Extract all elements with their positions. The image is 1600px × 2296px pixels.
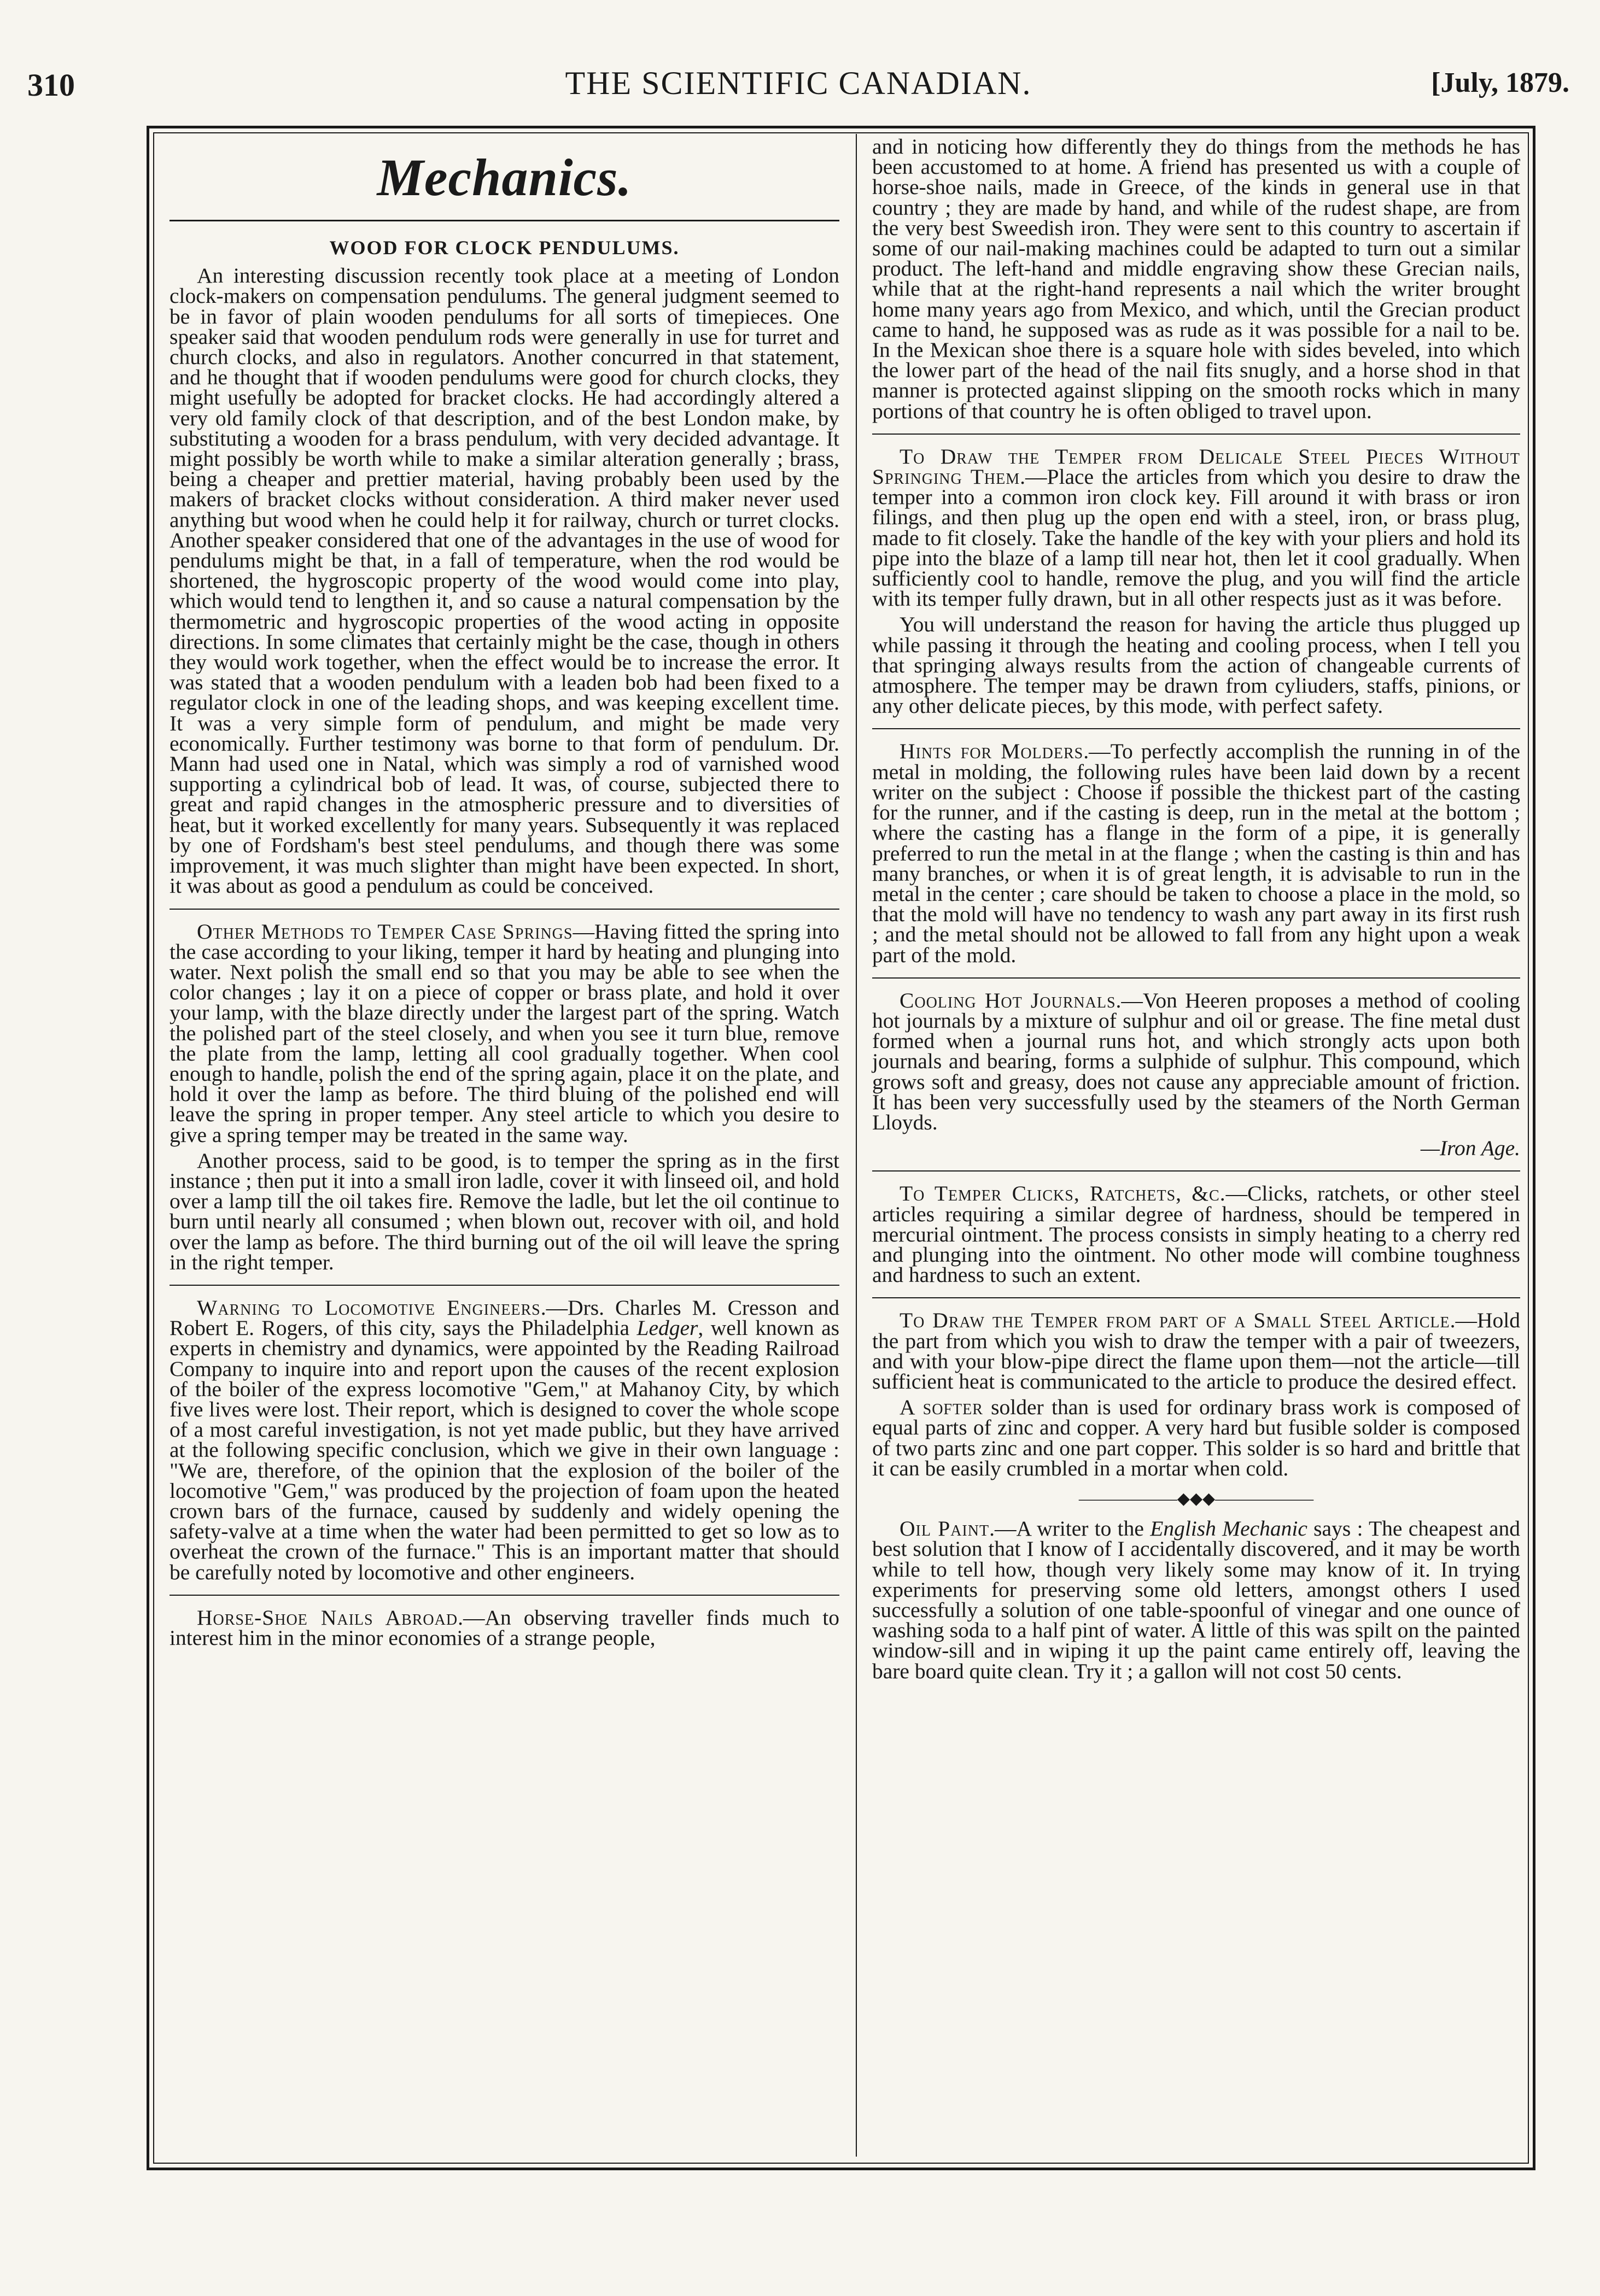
paragraph-text: solder than is used for ordinary brass work is composed of equal parts of zinc and copper. A very hard but fusible solder is composed of two parts zinc and one part copper. This solder is so hard and brittle that it can be easily crumbled in a mortar when cold. [872,1395,1520,1480]
paragraph-oil-paint [872,1516,1520,1683]
paragraph-lede: Cooling Hot Journals [900,988,1116,1012]
paragraph-understand-reason: You will understand the reason for having the article thus plugged up while passing it through the heating and cooling process, when I tell you that springing always results from the action of changeable currents of atmosphere. The temper may be drawn from cyliuders, staffs, pinions, or any other delicate pieces, by this mode, with perfect safety. [872,612,1520,718]
paragraph-cooling-journals [872,988,1520,1134]
divider [872,1297,1520,1298]
paragraph-text: .—Hold the part from which you wish to draw the temper with a pair of tweezers, and with your blow-pipe direct the flame upon them—not the article—till sufficient heat is communicated to the article to produce the desired effect. [872,1308,1520,1393]
article-body-pendulums: An interesting discussion recently took place at a meeting of London clock-makers on compensation pendulums. The general judgment seemed to be in favor of plain wooden pendulums for all sorts of timepieces. One speaker said that wooden pendulum rods were generally in use for turret and church clocks, and also in regulators. Another concurred in that statement, and he thought that if wooden pendulums were good for church clocks, they might usefully be adopted for bracket clocks. He had accordingly altered a very old family clock of that description, and of the best London make, by substituting a wooden for a brass pendulum, with very decided advantage. It might possibly be worth while to make a similar alteration generally ; brass, being a cheaper and prettier material, having probably been used by the makers of bracket clocks without consideration. A third maker never used anything but wood when he could help it for railway, church or turret clocks. Another speaker considered that one of the advantages in the use of wood for pendulums might be that, in a fall of temperature, when the rod would be shortened, the hygroscopic property of the wood would come into play, which would tend to lengthen it, and so cause a natural compensation by the thermometric and hygroscopic properties of the wood acting in opposite directions. In some climates that certainly might be the case, though in others they would work together, when the effect would be to increase the error. It was stated that a wooden pendulum with a leaden bob had been fixed to a regulator clock in one of the leading shops, and was keeping excellent time. It was a very simple form of pendulum, and might be made very economically. Further testimony was borne to that form of pendulum. Dr. Mann had used one in Natal, which was simply a rod of varnished wood supporting a cylindrical bob of lead. It was, of course, subjected there to great and rapid changes in the atmospheric pressure and to diversities of heat, but it worked excellently for many years. Subsequently it was replaced by one of Fordsham's best steel pendulums, and though there was some improvement, it was much slighter than might have been expected. In short, it was about as good a pendulum as could be conceived. [170,263,839,898]
paragraph-lede: Other Methods to Temper Case Springs [197,919,573,944]
source-attribution: —Iron Age. [1420,1136,1520,1161]
column-divider [856,134,857,2157]
paragraph-lede: To Temper Clicks, Ratchets, &c. [900,1181,1226,1206]
section-title: Mechanics. [377,148,632,207]
paragraph-text: .—Place the articles from which you desire to draw the temper into a common iron clock key. Fill around it with brass or iron filings, and then plug up the open end with a steel, iron, or brass plug, made to fit closely. Take the handle of the key with your pliers and hold its pipe into the blaze of a lamp till near hot, then let it cool gradually. When sufficiently cool to handle, remove the plug, and you will find the article with its temper fully drawn, but in all other respects just as it was before. [872,465,1520,611]
page-number: 310 [27,67,75,103]
paragraph-horse-shoe-nails [170,1605,839,1650]
paragraph-lede: To Draw the Temper from Delicale Steel Pieces Without Springing Them [872,444,1520,489]
paragraph-text: .—To perfectly accomplish the running in of the metal in molding, the following rules have been laid down by a recent writer on the subject : Choose if possible the thickest part of the casting for the runner, and if the casting is deep, run in the metal at the bottom ; where the casting has a flange in the form of a pipe, it is generally preferred to run the metal in at the flange ; when the casting is thin and has many branches, or when it is of great length, it is advisable to run in the metal in the center ; care should be taken to choose a place in the mold, so that the mold will have no tendency to wash any part away in its first rush ; and the metal should not be allowed to fall from any hight upon a weak part of the mold. [872,739,1520,967]
paragraph-small-steel [872,1310,1520,1392]
paragraph-lede: Oil Paint [900,1516,990,1541]
divider [872,728,1520,729]
divider [170,1285,839,1286]
paragraph-text: —Having fitted the spring into the case according to your liking, temper it hard by heating and plunging into water. Next polish the small end so that you may be able to see when the color changes ; lay it on a piece of copper or brass plate, and hold it over your lamp, with the blaze directly under the largest part of the spring. Watch the polished part of the steel closely, and when you see it turn blue, remove the plate from the lamp, letting all cool gradually together. When cool enough to handle, polish the end of the spring again, place it on the plate, and hold it over the lamp as before. The third bluing of the polished end will leave the spring in proper temper. Any steel article to which you desire to give a spring temper may be treated in the same way. [170,919,839,1147]
right-column [872,134,1520,1687]
left-column [170,137,839,1654]
source-publication: English Mechanic [1150,1516,1307,1541]
divider [872,1170,1520,1172]
ornament-rule: ——————◆◆◆—————— [1078,1489,1314,1508]
running-head [27,33,1569,103]
paragraph-nails-continued: and in noticing how differently they do things from the methods he has been accustomed to at home. A friend has presented us with a couple of horse-shoe nails, made in Greece, of the kinds in general use in that country ; they are made by hand, and while of the rudest shape, are from the very best Sweedish iron. They were sent to this country to ascertain if some of our nail-making machines could be adapted to turn out a similar product. The left-hand and middle engraving show these Grecian nails, while that at the right-hand represents a nail which the writer brought home many years ago from Mexico, and which, until the Grecian product came to hand, he supposed was as rude as it was possible for a nail to be. In the Mexican shoe there is a square hole with sides beveled, into which the lower part of the head of the nail fits snugly, and a horse shod in that manner is protected against slipping on the smooth rocks which in many portions of that country he is often obliged to travel upon. [872,134,1520,423]
paragraph-temper-clicks [872,1181,1520,1287]
paragraph-text: —Clicks, ratchets, or other steel articles requiring a similar degree of hardness, should be tempered in mercurial ointment. The process consists in simply heating to a cherry red and plunging into the ointment. No other mode will combine toughness and hardness to such an extent. [872,1181,1520,1287]
paragraph-lede: Hints for Molders [900,739,1084,764]
paragraph-another-process: Another process, said to be good, is to temper the spring as in the first instance ; then put it into a small iron ladle, cover it with linseed oil, and hold over a lamp till the oil takes fire. Remove the ladle, but let the oil continue to burn until nearly all consumed ; when blown out, recover with oil, and hold over the lamp as before. The third burning out of the oil will leave the spring in the right temper. [170,1148,839,1274]
paragraph-locomotive-warning [170,1295,840,1584]
paragraph-lede: Horse-Shoe Nails Abroad [197,1605,458,1630]
paragraph-delicate-pieces [872,444,1520,611]
divider [170,909,839,910]
issue-date: [July, 1879. [1431,67,1569,98]
paragraph-lede: A softer [900,1395,983,1420]
paragraph-text: .—Drs. Charles M. Cresson and Robert E. Rogers, of this city, says the Philadelphia [170,1295,839,1340]
paragraph-lede: To Draw the Temper from part of a Small Steel Article [900,1308,1450,1333]
paragraph-text: says : The cheapest and best solution that I know of I accidentally discovered, and it may be worth while to tell how, though very likely some may know of it. In trying experiments for preserving some old letters, amongst others I used successfully a solution of one table-spoonful of vinegar and one ounce of washing soda to a half pint of water. A little of this was spilt on the painted window-sill and in wiping it up the paint came entirely off, leaving the bare board quite clean. Try it ; a gallon will not cost 50 cents. [872,1516,1520,1683]
paragraph-softer-solder [872,1397,1520,1479]
paragraph-lede: Warning to Locomotive Engineers [197,1295,541,1320]
section-rule [170,220,839,221]
journal-title: THE SCIENTIFIC CANADIAN. [565,65,1032,101]
paragraph-case-springs [170,919,839,1147]
paragraph-text: , well known as experts in chemistry and dynamics, were appointed by the Reading Railroad Company to inquire into and report upon the causes of the recent explosion of the boiler of the express locomotive "Gem," at Mahanoy City, by which five lives were lost. Their report, which is designed to cover the whole scope of a most careful investigation, is not yet made public, but they have arrived at the following specific conclusion, which we give in their own language : "We are, therefore, of the opinion that the explosion of the boiler of the locomotive "Gem," was produced by the projection of foam upon the heated crown bars of the furnace, caused by suddenly and widely opening the safety-valve at a time when the water had been permitted to get so low as to overheat the crown of the furnace." This is an important matter that should be carefully noted by locomotive and other engineers. [170,1316,840,1584]
paragraph-text: .—A writer to the [989,1516,1151,1541]
divider [170,1595,839,1596]
divider [872,434,1520,435]
paragraph-text: .—An observing traveller finds much to interest him in the minor economies of a strange people, [170,1605,839,1650]
paragraph-hints-molders [872,741,1520,965]
newspaper-name: Ledger [637,1316,698,1340]
divider [872,977,1520,979]
paragraph-text: .—Von Heeren proposes a method of cooling hot journals by a mixture of sulphur and oil or grease. The fine metal dust formed when a journal runs hot, and which strongly acts upon both journals and bearing, forms a sulphide of sulphur. This compound, which grows soft and greasy, does not cause any appreciable amount of friction. It has been very successfully used by the steamers of the North German Lloyds. [872,988,1520,1134]
article-title-pendulums: WOOD FOR CLOCK PENDULUMS. [329,237,680,259]
